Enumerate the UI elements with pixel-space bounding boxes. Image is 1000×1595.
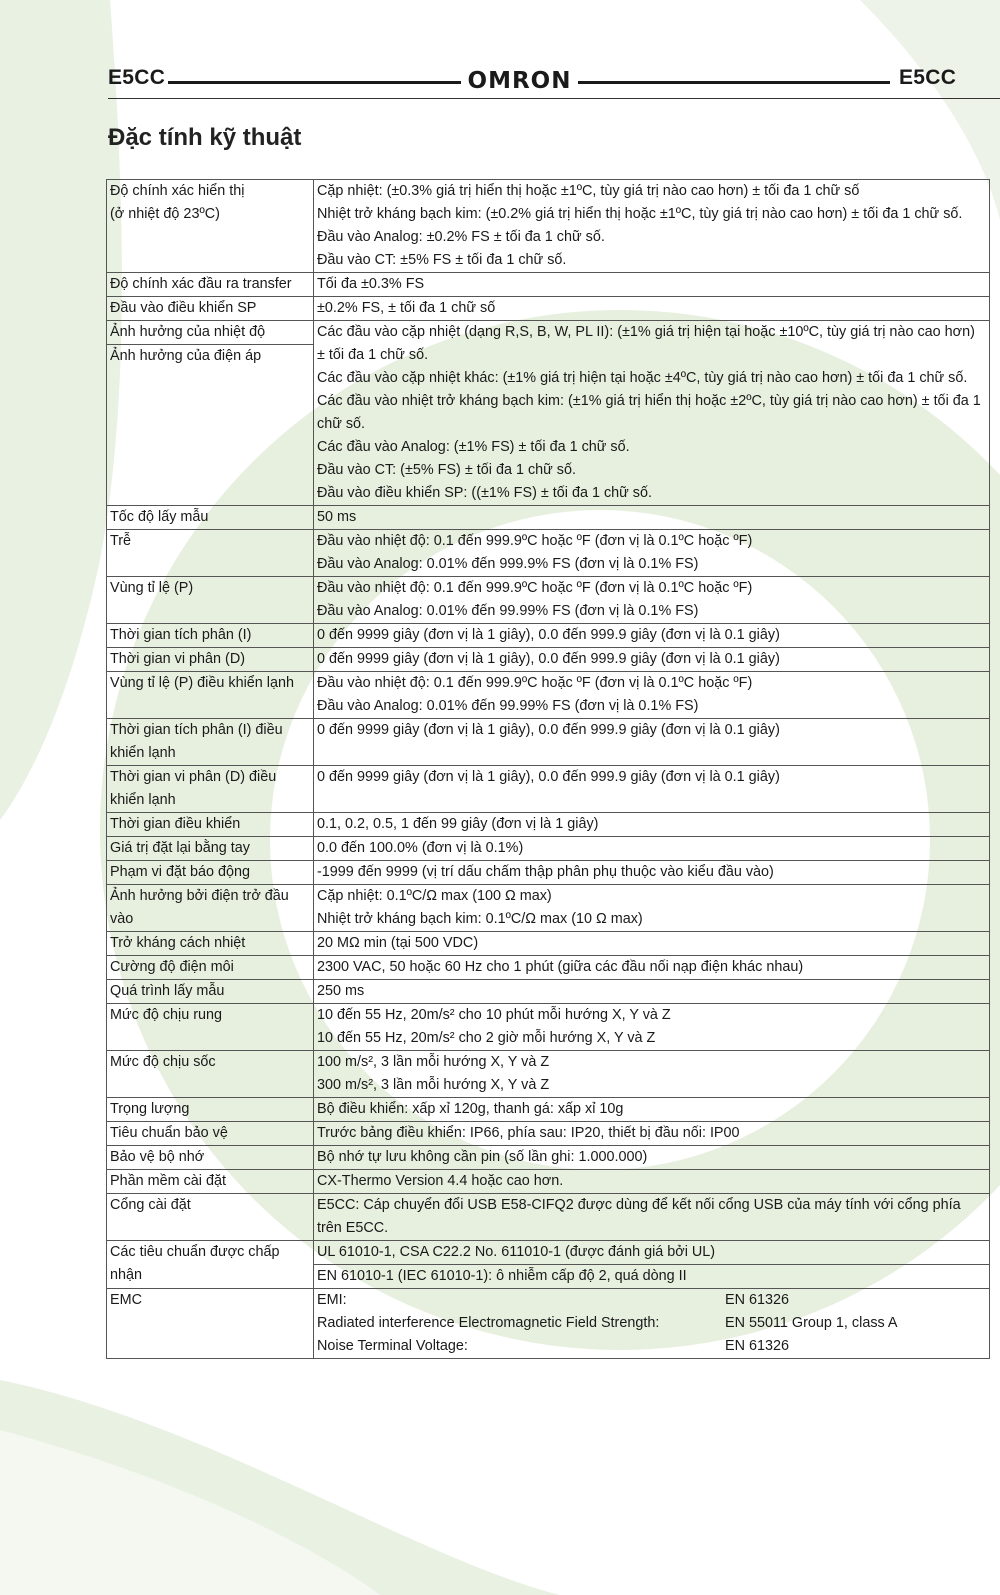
spec-row-protection [107, 1122, 990, 1146]
spec-label: Cường độ điện môi [107, 956, 314, 980]
spec-value: 0 đến 9999 giây (đơn vị là 1 giây), 0.0 đến 999.9 giây (đơn vị là 0.1 giây) [314, 624, 990, 648]
header-rule-right [578, 81, 890, 84]
spec-label: Bảo vệ bộ nhớ [107, 1146, 314, 1170]
spec-row-alarm-range [107, 861, 990, 885]
page-title: Đặc tính kỹ thuật [108, 124, 302, 151]
spec-table [106, 179, 990, 1359]
spec-value-line: 10 đến 55 Hz, 20m/s² cho 10 phút mỗi hướng X, Y và Z [317, 1007, 671, 1023]
spec-row-proportional-band [107, 577, 990, 624]
header-rule-left [168, 81, 461, 84]
spec-label: Phạm vi đặt báo động [107, 861, 314, 885]
spec-value: 0 đến 9999 giây (đơn vị là 1 giây), 0.0 đến 999.9 giây (đơn vị là 0.1 giây) [314, 766, 990, 813]
spec-value [314, 1241, 990, 1289]
spec-label: Vùng tỉ lệ (P) điều khiển lạnh [107, 672, 314, 719]
spec-value-line: 300 m/s², 3 lần mỗi hướng X, Y và Z [317, 1077, 550, 1093]
spec-label: Mức độ chịu rung [107, 1004, 314, 1051]
spec-label: Thời gian vi phân (D) điều khiển lạnh [107, 766, 314, 813]
spec-value: 0 đến 9999 giây (đơn vị là 1 giây), 0.0 đến 999.9 giây (đơn vị là 0.1 giây) [314, 719, 990, 766]
spec-value [314, 1289, 990, 1359]
spec-label: Thời gian điều khiển [107, 813, 314, 837]
spec-value: 20 MΩ min (tại 500 VDC) [314, 932, 990, 956]
spec-value: Tối đa ±0.3% FS [314, 273, 990, 297]
spec-value-line: Đầu vào nhiệt độ: 0.1 đến 999.9ºC hoặc ºF (đơn vị là 0.1ºC hoặc ºF) [317, 580, 753, 596]
spec-value [314, 885, 990, 932]
spec-row-integral-time [107, 624, 990, 648]
spec-value-line: E5CC: Cáp chuyển đổi USB E58-CIFQ2 được dùng để kết nối cổng USB của máy tính với cổng phía trên E5CC. [317, 1197, 961, 1236]
spec-row-dielectric-strength [107, 956, 990, 980]
emc-item-name: EMI: [317, 1292, 347, 1308]
spec-value-line: Cặp nhiệt: 0.1ºC/Ω max (100 Ω max) [317, 888, 552, 904]
spec-value-line: Các đầu vào nhiệt trở kháng bạch kim: (±1% giá trị hiển thị hoặc ±2ºC, tùy giá trị nào cao hơn) ± tối đa 1 chữ số. [317, 393, 981, 432]
emc-row [317, 1312, 985, 1335]
spec-value [314, 180, 990, 273]
spec-value: Trước bảng điều khiển: IP66, phía sau: IP20, thiết bị đầu nối: IP00 [314, 1122, 990, 1146]
spec-value: 250 ms [314, 980, 990, 1004]
header-model-right: E5CC [899, 66, 957, 89]
spec-value-line: Đầu vào CT: ±5% FS ± tối đa 1 chữ số. [317, 252, 567, 268]
spec-label: Phần mềm cài đặt [107, 1170, 314, 1194]
spec-label: Trễ [107, 530, 314, 577]
spec-label-line: Ảnh hưởng của nhiệt độ [107, 321, 313, 345]
spec-label [107, 180, 314, 273]
spec-value-line: Đầu vào Analog: 0.01% đến 99.99% FS (đơn vị là 0.1% FS) [317, 698, 699, 714]
spec-value-line: Đầu vào nhiệt độ: 0.1 đến 999.9ºC hoặc ºF (đơn vị là 0.1ºC hoặc ºF) [317, 533, 753, 549]
emc-item-standard: EN 61326 [725, 1338, 790, 1354]
spec-label-line: Độ chính xác hiển thị [110, 183, 245, 199]
spec-value: ±0.2% FS, ± tối đa 1 chữ số [314, 297, 990, 321]
spec-label: Cổng cài đặt [107, 1194, 314, 1241]
spec-label: Đầu vào điều khiển SP [107, 297, 314, 321]
emc-item-name: Noise Terminal Voltage: [317, 1338, 468, 1354]
spec-value-line: UL 61010-1, CSA C22.2 No. 611010-1 (được đánh giá bởi UL) [314, 1241, 989, 1265]
emc-item-standard: EN 61326 [725, 1292, 790, 1308]
spec-label: Thời gian tích phân (I) điều khiển lạnh [107, 719, 314, 766]
spec-value: 0 đến 9999 giây (đơn vị là 1 giây), 0.0 đến 999.9 giây (đơn vị là 0.1 giây) [314, 648, 990, 672]
spec-label: Độ chính xác đầu ra transfer [107, 273, 314, 297]
spec-row-memory-protection [107, 1146, 990, 1170]
spec-row-emc [107, 1289, 990, 1359]
spec-row-sampling-process [107, 980, 990, 1004]
spec-value: -1999 đến 9999 (vị trí dấu chấm thập phân phụ thuộc vào kiểu đầu vào) [314, 861, 990, 885]
spec-row-cooling-derivative-time [107, 766, 990, 813]
spec-row-shock [107, 1051, 990, 1098]
spec-value: 2300 VAC, 50 hoặc 60 Hz cho 1 phút (giữa các đầu nối nạp điện khác nhau) [314, 956, 990, 980]
spec-value-line: Các đầu vào cặp nhiệt khác: (±1% giá trị hiện tại hoặc ±4ºC, tùy giá trị nào cao hơn) ± tối đa 1 chữ số. [317, 370, 968, 386]
spec-row-cooling-integral-time [107, 719, 990, 766]
emc-item-standard: EN 55011 Group 1, class A [725, 1315, 898, 1331]
spec-row-temperature-influence [107, 321, 990, 506]
emc-row [317, 1289, 985, 1312]
header-underline [108, 98, 1000, 99]
spec-value-line: Các đầu vào cặp nhiệt (dạng R,S, B, W, PL II): (±1% giá trị hiện tại hoặc ±10ºC, tùy giá trị nào cao hơn) ± tối đa 1 chữ số. [317, 324, 975, 363]
spec-label [107, 321, 314, 506]
spec-row-sampling-speed [107, 506, 990, 530]
spec-value-line: Đầu vào CT: (±5% FS) ± tối đa 1 chữ số. [317, 462, 576, 478]
spec-label: Giá trị đặt lại bằng tay [107, 837, 314, 861]
spec-value: 0.0 đến 100.0% (đơn vị là 0.1%) [314, 837, 990, 861]
spec-value: Bộ nhớ tự lưu không cần pin (số lần ghi: 1.000.000) [314, 1146, 990, 1170]
spec-value [314, 1004, 990, 1051]
emc-row [317, 1335, 985, 1358]
spec-value-line: Cặp nhiệt: (±0.3% giá trị hiển thị hoặc ±1ºC, tùy giá trị nào cao hơn) ± tối đa 1 chữ số [317, 183, 860, 199]
spec-label: Thời gian tích phân (I) [107, 624, 314, 648]
spec-value: 0.1, 0.2, 0.5, 1 đến 99 giây (đơn vị là 1 giây) [314, 813, 990, 837]
spec-value [314, 577, 990, 624]
spec-row-control-period [107, 813, 990, 837]
spec-label: Ảnh hưởng bởi điện trở đầu vào [107, 885, 314, 932]
spec-label: Quá trình lấy mẫu [107, 980, 314, 1004]
spec-row-weight [107, 1098, 990, 1122]
spec-label: EMC [107, 1289, 314, 1359]
spec-row-vibration [107, 1004, 990, 1051]
spec-value-line: Đầu vào điều khiển SP: ((±1% FS) ± tối đa 1 chữ số. [317, 485, 652, 501]
spec-value [314, 672, 990, 719]
spec-value-line: Đầu vào nhiệt độ: 0.1 đến 999.9ºC hoặc ºF (đơn vị là 0.1ºC hoặc ºF) [317, 675, 753, 691]
spec-value-line: 100 m/s², 3 lần mỗi hướng X, Y và Z [317, 1054, 550, 1070]
spec-value-line: Đầu vào Analog: 0.01% đến 999.9% FS (đơn vị là 0.1% FS) [317, 556, 699, 572]
spec-row-display-accuracy [107, 180, 990, 273]
spec-value [314, 1051, 990, 1098]
spec-label: Trở kháng cách nhiệt [107, 932, 314, 956]
spec-row-manual-reset [107, 837, 990, 861]
spec-value-line: 10 đến 55 Hz, 20m/s² cho 2 giờ mỗi hướng X, Y và Z [317, 1030, 656, 1046]
emc-item-name: Radiated interference Electromagnetic Field Strength: [317, 1315, 660, 1331]
spec-value-line: Nhiệt trở kháng bạch kim: 0.1ºC/Ω max (10 Ω max) [317, 911, 643, 927]
spec-row-approved-standards [107, 1241, 990, 1289]
spec-value [314, 1194, 990, 1241]
spec-row-cooling-proportional-band [107, 672, 990, 719]
spec-value-line: Các đầu vào Analog: (±1% FS) ± tối đa 1 chữ số. [317, 439, 630, 455]
spec-value-line: Nhiệt trở kháng bạch kim: (±0.2% giá trị hiển thị hoặc ±1ºC, tùy giá trị nào cao hơn) ± tối đa 1 chữ số. [317, 206, 963, 222]
spec-value-line: EN 61010-1 (IEC 61010-1): ô nhiễm cấp độ 2, quá dòng II [317, 1268, 687, 1284]
spec-value [314, 530, 990, 577]
spec-row-derivative-time [107, 648, 990, 672]
spec-label: Các tiêu chuẩn được chấp nhận [107, 1241, 314, 1289]
spec-row-sp-input [107, 297, 990, 321]
header-model-left: E5CC [108, 66, 166, 89]
spec-row-transfer-accuracy [107, 273, 990, 297]
spec-value [314, 321, 990, 506]
spec-row-input-resistance [107, 885, 990, 932]
spec-label: Trọng lượng [107, 1098, 314, 1122]
spec-value: CX-Thermo Version 4.4 hoặc cao hơn. [314, 1170, 990, 1194]
brand-logo: OMRON [467, 68, 572, 94]
spec-row-setup-software [107, 1170, 990, 1194]
spec-label: Mức độ chịu sốc [107, 1051, 314, 1098]
spec-value: Bộ điều khiển: xấp xỉ 120g, thanh gá: xấp xỉ 10g [314, 1098, 990, 1122]
spec-row-setup-port [107, 1194, 990, 1241]
spec-label-line: Ảnh hưởng của điện áp [110, 348, 262, 364]
spec-label: Vùng tỉ lệ (P) [107, 577, 314, 624]
spec-label: Tiêu chuẩn bảo vệ [107, 1122, 314, 1146]
spec-label: Thời gian vi phân (D) [107, 648, 314, 672]
spec-label: Tốc độ lấy mẫu [107, 506, 314, 530]
spec-value-line: Đầu vào Analog: ±0.2% FS ± tối đa 1 chữ số. [317, 229, 605, 245]
spec-row-hysteresis [107, 530, 990, 577]
spec-value-line: Đầu vào Analog: 0.01% đến 99.99% FS (đơn vị là 0.1% FS) [317, 603, 699, 619]
spec-value: 50 ms [314, 506, 990, 530]
spec-row-insulation-resistance [107, 932, 990, 956]
spec-label-line: (ở nhiệt độ 23ºC) [110, 206, 220, 222]
